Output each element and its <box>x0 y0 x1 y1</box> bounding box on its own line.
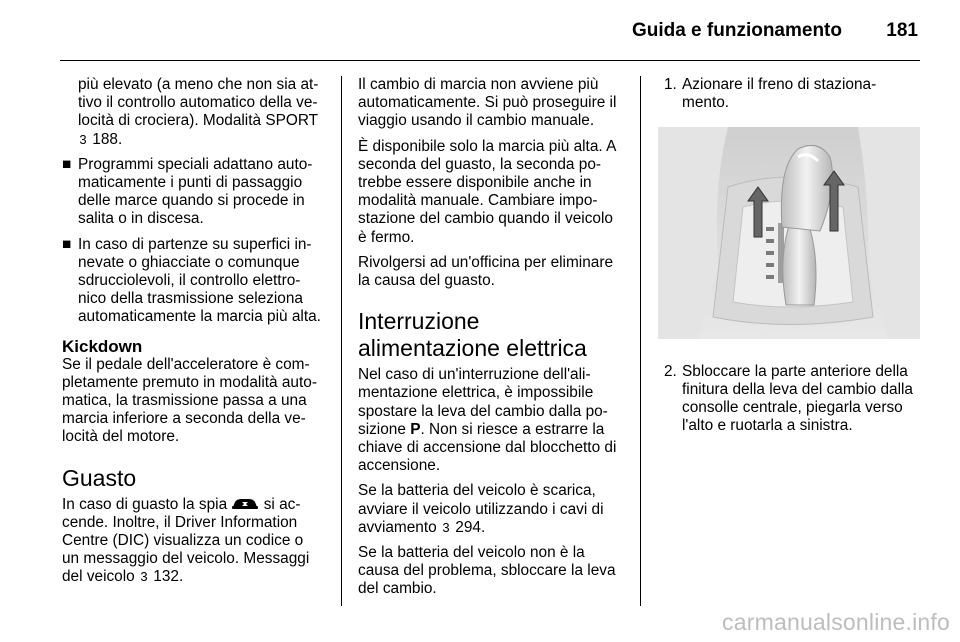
page-ref-number: 132. <box>153 568 184 586</box>
gear-position-label: P <box>410 420 421 438</box>
paragraph-text: Se la batteria del veicolo è scarica, avviare il veicolo utilizzando i cavi di avviamento <box>358 482 604 536</box>
column-2 <box>358 76 624 606</box>
list-item <box>658 363 920 436</box>
page-ref-icon: 3 <box>79 131 87 147</box>
kickdown-text: Se il pedale dell'acceleratore è com-pletamente premuto in modalità auto-matica, la trasmissione passa a una marcia inferiore a seconda della ve-locità del motore. <box>62 355 317 446</box>
paragraph-text: più elevato (a meno che non sia at-tivo il controllo automatico della ve-locità di crociera). Modalità SPORT <box>78 76 319 130</box>
list-item-text: In caso di partenze su superfici in-nevate o ghiacciate o comunque sdrucciolevoli, il controllo elettro-nico della trasmissione seleziona automaticamente la marcia più alta. <box>78 235 321 326</box>
kickdown-heading: Kickdown <box>62 336 143 356</box>
section-heading: Interruzione alimentazione elettrica <box>358 308 587 362</box>
page-title: Guida e funzionamento <box>631 20 842 41</box>
guasto-text <box>62 496 324 587</box>
paragraph-text: In caso di guasto la spia <box>62 495 228 513</box>
list-item <box>62 236 324 327</box>
paragraph <box>358 366 624 475</box>
column-divider-1 <box>341 76 342 606</box>
guasto-heading: Guasto <box>62 464 137 491</box>
paragraph: Il cambio di marcia non avviene più automaticamente. Si può proseguire il viaggio usando il cambio manuale. <box>358 76 617 130</box>
paragraph-text: Nel caso di un'interruzione dell'ali-mentazione elettrica, è impossibile spostare la leva del cambio dalla po-sizione <box>358 366 608 438</box>
header-divider <box>60 60 920 61</box>
page-header <box>0 0 960 58</box>
paragraph <box>62 76 324 149</box>
list-item-text: Azionare il freno di staziona-mento. <box>682 76 877 112</box>
bullet-icon: ■ <box>62 155 72 173</box>
page-ref-number: 188. <box>92 130 123 148</box>
list-item-text: Sbloccare la parte anteriore della finitura della leva del cambio dalla consolle centrale, piegarla verso l'alto e ruotarla a sinistra. <box>682 362 913 435</box>
column-3 <box>658 76 920 442</box>
page-number: 181 <box>886 20 918 41</box>
page-ref-number: 294. <box>455 518 486 536</box>
car-wrench-icon <box>231 497 259 511</box>
bullet-icon: ■ <box>62 235 72 253</box>
column-divider-2 <box>640 76 641 606</box>
paragraph-text: . Non si riesce a estrarre la chiave di accensione dal blocchetto di accensione. <box>358 420 617 475</box>
paragraph-text: si ac-cende. Inoltre, il Driver Information Centre (DIC) visualizza un codice o un messaggio del veicolo. Messaggi del veicolo <box>62 495 310 586</box>
column-1 <box>62 76 324 594</box>
list-item <box>62 156 324 229</box>
paragraph <box>358 482 624 537</box>
step-number: 2. <box>664 362 677 380</box>
gear-lever-console-illustration <box>658 127 920 339</box>
watermark: carmanualsonline.info <box>722 609 950 635</box>
step-number: 1. <box>664 76 677 93</box>
list-item-text: Programmi speciali adattano auto-maticamente i punti di passaggio delle marce quando si procede in salita o in discesa. <box>78 155 313 228</box>
paragraph: Se la batteria del veicolo non è la causa del problema, sbloccare la leva del cambio. <box>358 544 616 598</box>
page-ref-icon: 3 <box>442 519 450 535</box>
paragraph: È disponibile solo la marcia più alta. A seconda del guasto, la seconda po-trebbe essere disponibile anche in modalità manuale. Cambiare impo-stazione del cambio quando il veicolo è fermo. <box>358 137 616 246</box>
page-ref-icon: 3 <box>140 569 148 585</box>
paragraph: Rivolgersi ad un'officina per eliminare la causa del guasto. <box>358 253 614 290</box>
list-item <box>658 76 920 112</box>
